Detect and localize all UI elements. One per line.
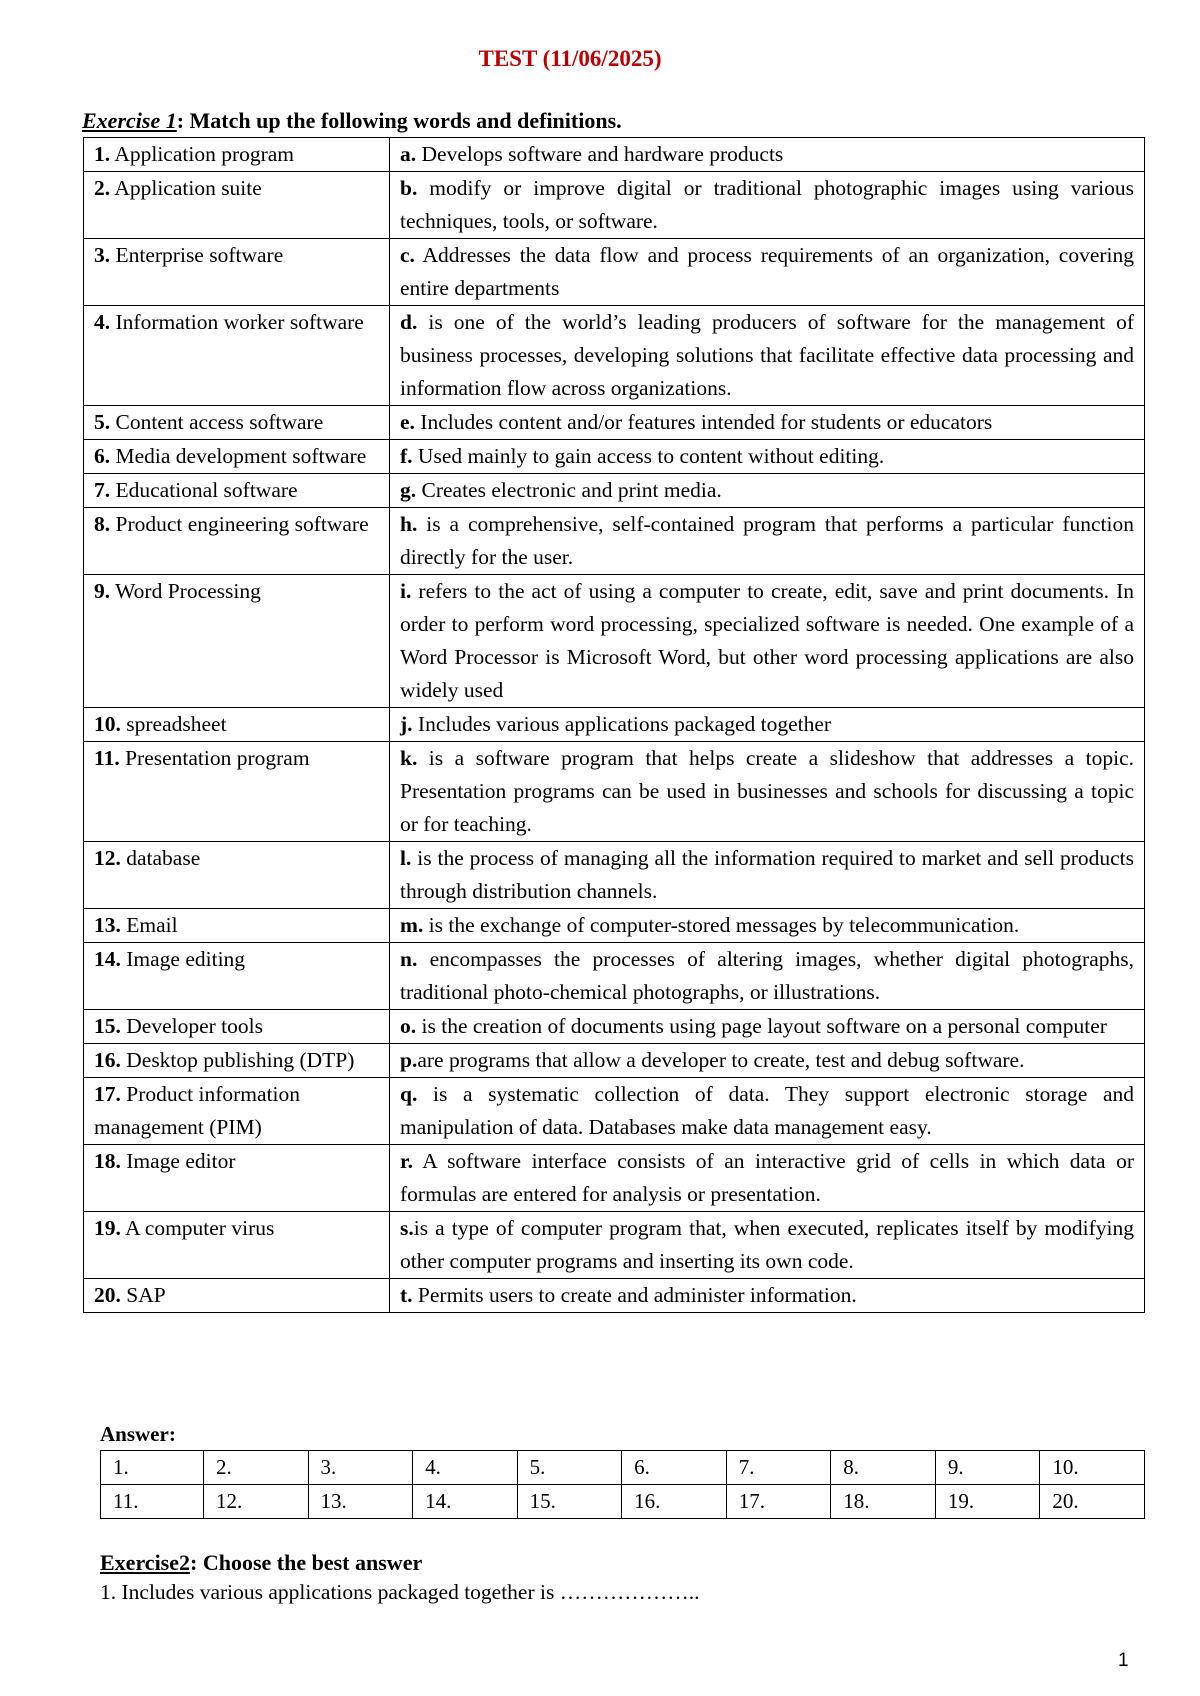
matching-row [84, 1212, 1145, 1279]
exercise1-label: Exercise 1 [82, 108, 177, 133]
definition-text: is a type of computer program that, when executed, replicates itself by modifying other computer programs and inserting its own code. [400, 1216, 1134, 1273]
term-cell [84, 138, 390, 172]
term-number: 10. [94, 712, 121, 736]
definition-cell [390, 1212, 1145, 1279]
definition-letter: s. [400, 1216, 414, 1240]
definition-letter: k. [400, 746, 418, 770]
term-cell [84, 239, 390, 306]
definition-cell [390, 1078, 1145, 1145]
exercise1-instruction: : Match up the following words and definitions. [176, 108, 622, 133]
term-text: Application suite [110, 176, 262, 200]
term-text: Word Processing [110, 579, 261, 603]
definition-text: modify or improve digital or traditional photographic images using various techniques, tools, or software. [400, 176, 1134, 233]
term-text: Image editing [120, 947, 246, 971]
definition-letter: l. [400, 846, 412, 870]
definition-text: Used mainly to gain access to content without editing. [412, 444, 885, 468]
definition-letter: d. [400, 310, 418, 334]
definition-cell [390, 172, 1145, 239]
definition-cell [390, 842, 1145, 909]
matching-row [84, 1279, 1145, 1313]
answer-cell[interactable]: 11. [101, 1485, 204, 1519]
matching-row [84, 1010, 1145, 1044]
term-text: Media development software [110, 444, 367, 468]
definition-text: is a software program that helps create a slideshow that addresses a topic. Presentation programs can be used in businesses and schools for discussing a topic or for teaching. [400, 746, 1134, 836]
answer-cell[interactable]: 17. [726, 1485, 831, 1519]
definition-letter: b. [400, 176, 418, 200]
definition-letter: g. [400, 478, 417, 502]
definition-cell [390, 406, 1145, 440]
answer-cell[interactable]: 15. [517, 1485, 622, 1519]
answer-label: Answer: [100, 1422, 176, 1446]
answer-cell[interactable]: 4. [413, 1451, 518, 1485]
definition-cell [390, 708, 1145, 742]
definition-cell [390, 440, 1145, 474]
answer-cell[interactable]: 12. [203, 1485, 308, 1519]
matching-row [84, 943, 1145, 1010]
answer-cell[interactable]: 9. [935, 1451, 1040, 1485]
term-cell [84, 1010, 390, 1044]
definition-cell [390, 1044, 1145, 1078]
matching-row [84, 708, 1145, 742]
definition-cell [390, 943, 1145, 1010]
definition-letter: f. [400, 444, 413, 468]
answer-cell[interactable]: 5. [517, 1451, 622, 1485]
term-text: Enterprise software [110, 243, 284, 267]
term-cell [84, 708, 390, 742]
definition-letter: m. [400, 913, 424, 937]
definition-letter: j. [400, 712, 413, 736]
definition-letter: q. [400, 1082, 418, 1106]
definition-text: Develops software and hardware products [416, 142, 784, 166]
definition-text: is the process of managing all the information required to market and sell products through distribution channels. [400, 846, 1134, 903]
term-text: Content access software [110, 410, 324, 434]
exercise2-question-1: 1. Includes various applications packaged together is ……………….. [100, 1580, 700, 1604]
term-text: Email [120, 913, 178, 937]
term-cell [84, 1279, 390, 1313]
definition-text: Permits users to create and administer information. [412, 1283, 857, 1307]
definition-letter: p. [400, 1048, 418, 1072]
definition-cell [390, 909, 1145, 943]
term-cell [84, 172, 390, 239]
matching-table [83, 137, 1145, 1313]
term-text: A computer virus [120, 1216, 275, 1240]
definition-text: Creates electronic and print media. [416, 478, 722, 502]
definition-cell [390, 138, 1145, 172]
term-cell [84, 742, 390, 842]
term-number: 15. [94, 1014, 121, 1038]
term-text: Presentation program [119, 746, 310, 770]
term-cell [84, 508, 390, 575]
matching-row [84, 172, 1145, 239]
term-number: 20. [94, 1283, 121, 1307]
term-cell [84, 842, 390, 909]
term-cell [84, 1044, 390, 1078]
term-cell [84, 1145, 390, 1212]
term-cell [84, 909, 390, 943]
definition-cell [390, 239, 1145, 306]
term-number: 14. [94, 947, 121, 971]
term-cell [84, 306, 390, 406]
term-text: Desktop publishing (DTP) [120, 1048, 355, 1072]
definition-text: encompasses the processes of altering images, whether digital photographs, traditional photo-chemical photographs, or illustrations. [400, 947, 1134, 1004]
definition-letter: o. [400, 1014, 417, 1038]
exercise2-label: Exercise2 [100, 1550, 191, 1575]
definition-letter: c. [400, 243, 415, 267]
matching-row [84, 909, 1145, 943]
definition-text: is a comprehensive, self-contained program that performs a particular function directly for the user. [400, 512, 1134, 569]
term-number: 12. [94, 846, 121, 870]
definition-letter: r. [400, 1149, 413, 1173]
matching-row [84, 138, 1145, 172]
answer-cell[interactable]: 1. [101, 1451, 204, 1485]
term-text: Product information management (PIM) [94, 1082, 301, 1139]
term-number: 16. [94, 1048, 121, 1072]
definition-text: is a systematic collection of data. They support electronic storage and manipulation of data. Databases make data management easy. [400, 1082, 1134, 1139]
matching-row [84, 474, 1145, 508]
definition-cell [390, 742, 1145, 842]
term-number: 8. [94, 512, 111, 536]
page-number: 1 [1118, 1650, 1129, 1671]
definition-text: A software interface consists of an interactive grid of cells in which data or formulas are entered for analysis or presentation. [400, 1149, 1134, 1206]
matching-row [84, 508, 1145, 575]
answer-cell[interactable]: 18. [831, 1485, 936, 1519]
definition-cell [390, 1010, 1145, 1044]
definition-letter: n. [400, 947, 418, 971]
exercise2-instruction: : Choose the best answer [190, 1550, 423, 1575]
definition-letter: e. [400, 410, 415, 434]
answer-cell[interactable]: 8. [831, 1451, 936, 1485]
term-number: 17. [94, 1082, 121, 1106]
term-text: Product engineering software [110, 512, 369, 536]
term-number: 2. [94, 176, 111, 200]
term-text: SAP [120, 1283, 166, 1307]
answer-grid [100, 1450, 1145, 1519]
definition-text: are programs that allow a developer to create, test and debug software. [417, 1048, 1025, 1072]
answer-cell[interactable]: 20. [1040, 1485, 1145, 1519]
term-text: Educational software [110, 478, 298, 502]
definition-letter: t. [400, 1283, 413, 1307]
term-cell [84, 474, 390, 508]
definition-text: Includes various applications packaged together [412, 712, 832, 736]
term-text: spreadsheet [120, 712, 227, 736]
page-title: TEST (11/06/2025) [478, 46, 662, 71]
term-text: Information worker software [110, 310, 364, 334]
matching-row [84, 842, 1145, 909]
answer-cell[interactable]: 14. [413, 1485, 518, 1519]
answer-cell[interactable]: 7. [726, 1451, 831, 1485]
term-number: 1. [94, 142, 111, 166]
definition-text: is one of the world’s leading producers of software for the management of business processes, developing solutions that facilitate effective data processing and information flow across organizations. [400, 310, 1134, 400]
term-number: 18. [94, 1149, 121, 1173]
exercise2-heading [100, 1550, 422, 1576]
answer-cell[interactable]: 13. [308, 1485, 413, 1519]
matching-row [84, 1145, 1145, 1212]
definition-letter: a. [400, 142, 417, 166]
term-cell [84, 943, 390, 1010]
term-number: 13. [94, 913, 121, 937]
term-cell [84, 575, 390, 708]
term-number: 4. [94, 310, 111, 334]
term-text: Image editor [120, 1149, 236, 1173]
answer-cell[interactable]: 6. [622, 1451, 727, 1485]
matching-row [84, 1044, 1145, 1078]
answer-cell[interactable]: 19. [935, 1485, 1040, 1519]
term-number: 9. [94, 579, 111, 603]
term-number: 19. [94, 1216, 121, 1240]
definition-cell [390, 474, 1145, 508]
exercise1-heading [82, 108, 622, 134]
matching-row [84, 239, 1145, 306]
term-cell [84, 1212, 390, 1279]
answer-cell[interactable]: 10. [1040, 1451, 1145, 1485]
definition-cell [390, 1279, 1145, 1313]
definition-text: Includes content and/or features intended for students or educators [414, 410, 993, 434]
matching-row [84, 440, 1145, 474]
term-number: 3. [94, 243, 111, 267]
term-number: 11. [94, 746, 120, 770]
term-text: database [120, 846, 201, 870]
definition-cell [390, 575, 1145, 708]
answer-cell[interactable]: 16. [622, 1485, 727, 1519]
definition-letter: h. [400, 512, 418, 536]
definition-text: refers to the act of using a computer to create, edit, save and print documents. In order to perform word processing, specialized software is needed. One example of a Word Processor is Microsoft Word, but other word processing applications are also widely used [400, 579, 1134, 702]
definition-cell [390, 508, 1145, 575]
definition-text: is the creation of documents using page layout software on a personal computer [416, 1014, 1107, 1038]
definition-text: Addresses the data flow and process requirements of an organization, covering entire departments [400, 243, 1134, 300]
term-number: 7. [94, 478, 111, 502]
term-number: 6. [94, 444, 111, 468]
term-cell [84, 406, 390, 440]
term-text: Application program [110, 142, 295, 166]
matching-row [84, 1078, 1145, 1145]
matching-row [84, 742, 1145, 842]
term-cell [84, 440, 390, 474]
answer-row [101, 1451, 1145, 1485]
definition-text: is the exchange of computer-stored messages by telecommunication. [423, 913, 1020, 937]
term-number: 5. [94, 410, 111, 434]
matching-row [84, 306, 1145, 406]
term-text: Developer tools [120, 1014, 263, 1038]
matching-row [84, 406, 1145, 440]
answer-cell[interactable]: 3. [308, 1451, 413, 1485]
definition-cell [390, 306, 1145, 406]
definition-cell [390, 1145, 1145, 1212]
definition-letter: i. [400, 579, 412, 603]
answer-row [101, 1485, 1145, 1519]
term-cell [84, 1078, 390, 1145]
answer-cell[interactable]: 2. [203, 1451, 308, 1485]
matching-row [84, 575, 1145, 708]
